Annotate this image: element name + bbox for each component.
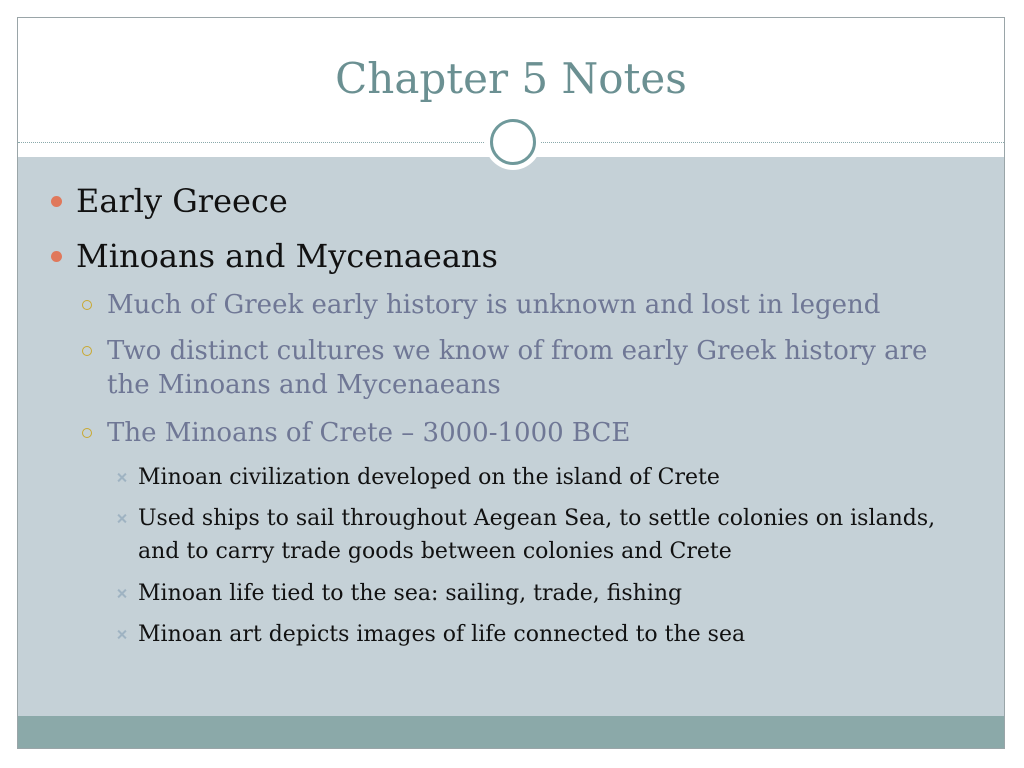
ring-bullet-icon: [82, 346, 92, 356]
bullet-item-level2: [107, 334, 977, 402]
bullet-text: Minoan art depicts images of life connected to the sea: [138, 622, 746, 647]
slide-title: Chapter 5 Notes: [335, 54, 687, 103]
bullet-item-level2: [107, 288, 977, 322]
cross-bullet-icon: [117, 473, 127, 483]
bullet-item-level3: [138, 461, 958, 494]
bullet-text: Used ships to sail throughout Aegean Sea, to settle colonies on islands, and to carry trade goods between colonies and Crete: [138, 506, 936, 564]
bullet-item-level1: [76, 182, 288, 220]
bullet-text: The Minoans of Crete – 3000-1000 BCE: [107, 418, 631, 448]
cross-bullet-icon: [117, 514, 127, 524]
bullet-item-level3: [138, 502, 958, 568]
bullet-item-level1: [76, 237, 498, 275]
cross-bullet-icon: [117, 589, 127, 599]
content-area: [18, 157, 1004, 716]
bullet-text: Early Greece: [76, 182, 288, 220]
circle-ornament-icon: [485, 114, 541, 170]
round-bullet-icon: [51, 196, 62, 207]
bullet-text: Minoan life tied to the sea: sailing, trade, fishing: [138, 581, 683, 606]
round-bullet-icon: [51, 251, 62, 262]
footer-band: [18, 716, 1004, 749]
bullet-item-level3: [138, 618, 958, 651]
bullet-text: Two distinct cultures we know of from early Greek history are the Minoans and Mycenaeans: [107, 336, 928, 400]
bullet-text: Much of Greek early history is unknown and lost in legend: [107, 290, 881, 320]
ornament-ring: [490, 119, 536, 165]
cross-bullet-icon: [117, 630, 127, 640]
bullet-text: Minoan civilization developed on the island of Crete: [138, 465, 720, 490]
bullet-text: Minoans and Mycenaeans: [76, 237, 498, 275]
ring-bullet-icon: [82, 300, 92, 310]
slide-frame: [17, 17, 1005, 749]
bullet-item-level2: [107, 416, 977, 450]
ring-bullet-icon: [82, 428, 92, 438]
bullet-item-level3: [138, 577, 958, 610]
